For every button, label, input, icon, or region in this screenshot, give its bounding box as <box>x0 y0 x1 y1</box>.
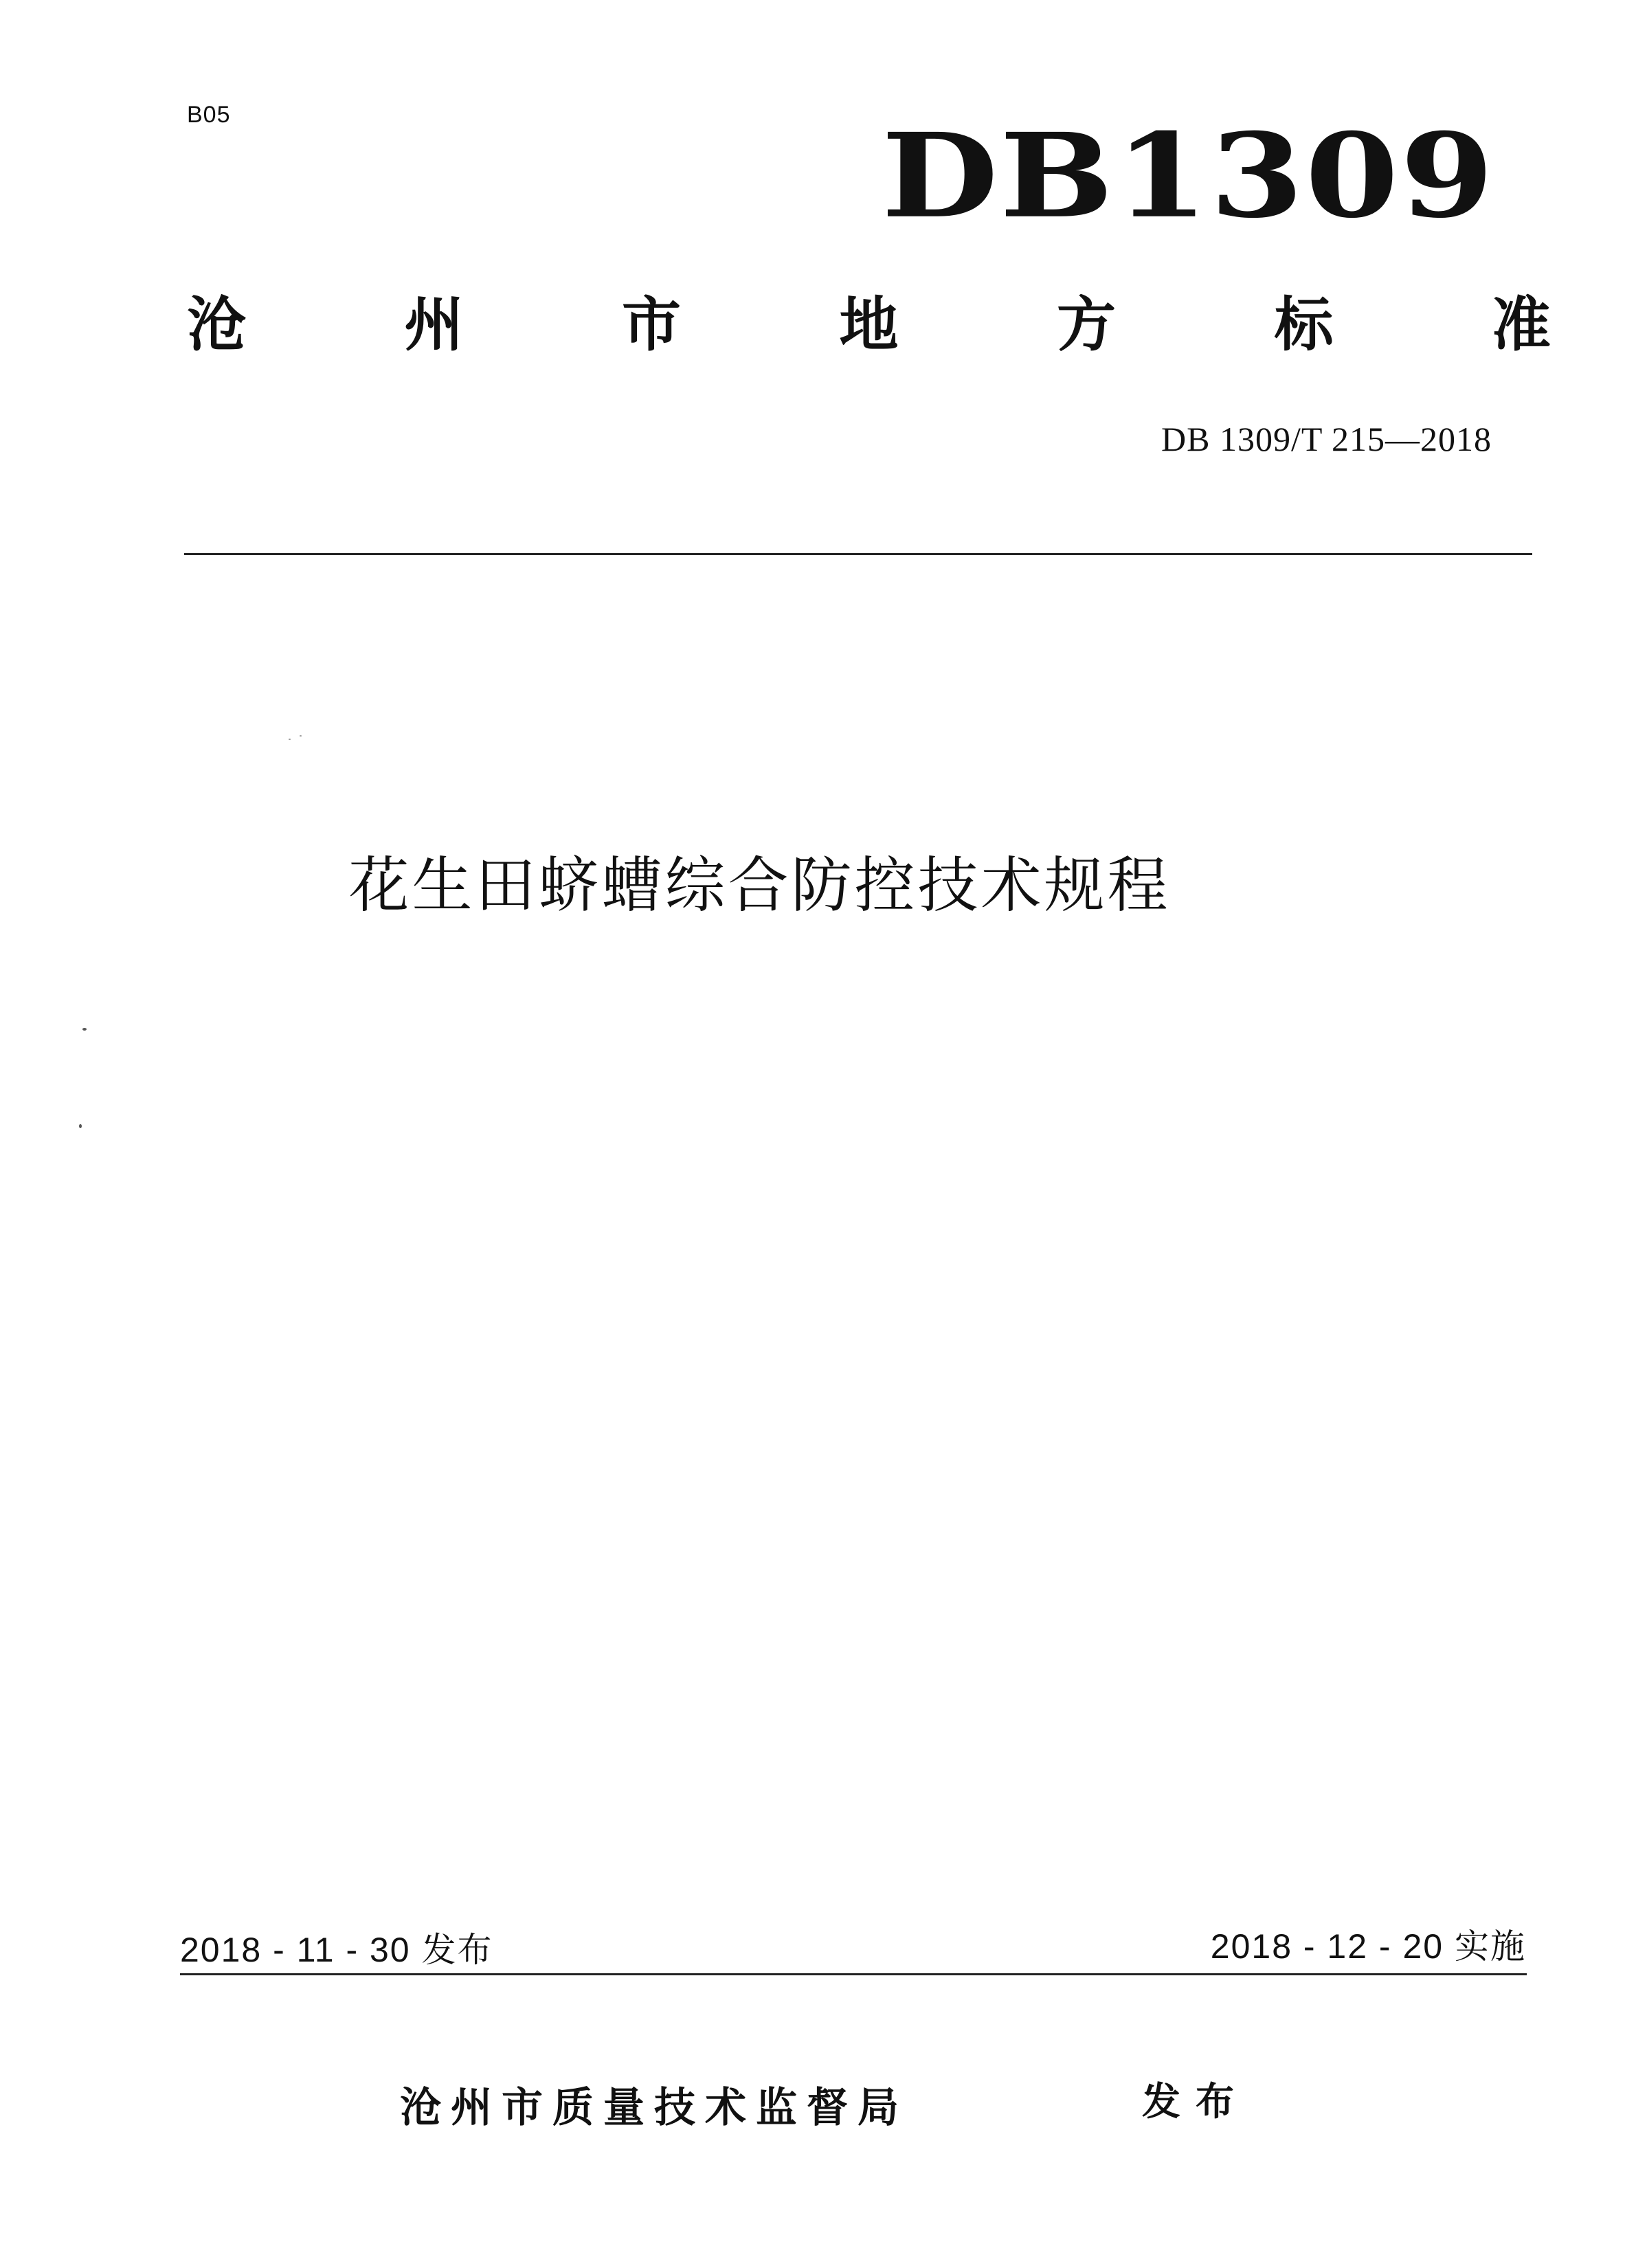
issuing-authority: 沧州市质量技术监督局 <box>400 2084 908 2132</box>
issue-label: 发布 <box>1142 2080 1249 2124</box>
standard-type-heading <box>187 291 1551 359</box>
standard-type-char: 标 <box>1274 291 1334 359</box>
standard-mark: DB1309 <box>881 108 1495 245</box>
document-title: 花生田蛴螬综合防控技术规程 <box>348 850 1171 921</box>
scan-speck <box>289 739 291 740</box>
standard-type-char: 准 <box>1492 291 1551 359</box>
header-divider <box>184 553 1532 555</box>
classification-code: B05 <box>187 102 231 128</box>
scan-speck <box>300 735 302 737</box>
scan-speck <box>79 1124 82 1128</box>
scan-speck <box>82 1028 87 1031</box>
standard-type-char: 方 <box>1057 291 1116 359</box>
standard-type-char: 地 <box>839 291 899 359</box>
standard-type-char: 沧 <box>187 291 246 359</box>
standard-number: DB 1309/T 215—2018 <box>1161 420 1492 458</box>
publish-date: 2018 - 11 - 30 发布 <box>180 1931 493 1969</box>
footer-divider <box>180 1973 1527 1975</box>
standard-type-char: 州 <box>404 291 464 359</box>
standard-type-char: 市 <box>622 291 681 359</box>
implement-date: 2018 - 12 - 20 实施 <box>1210 1927 1526 1966</box>
